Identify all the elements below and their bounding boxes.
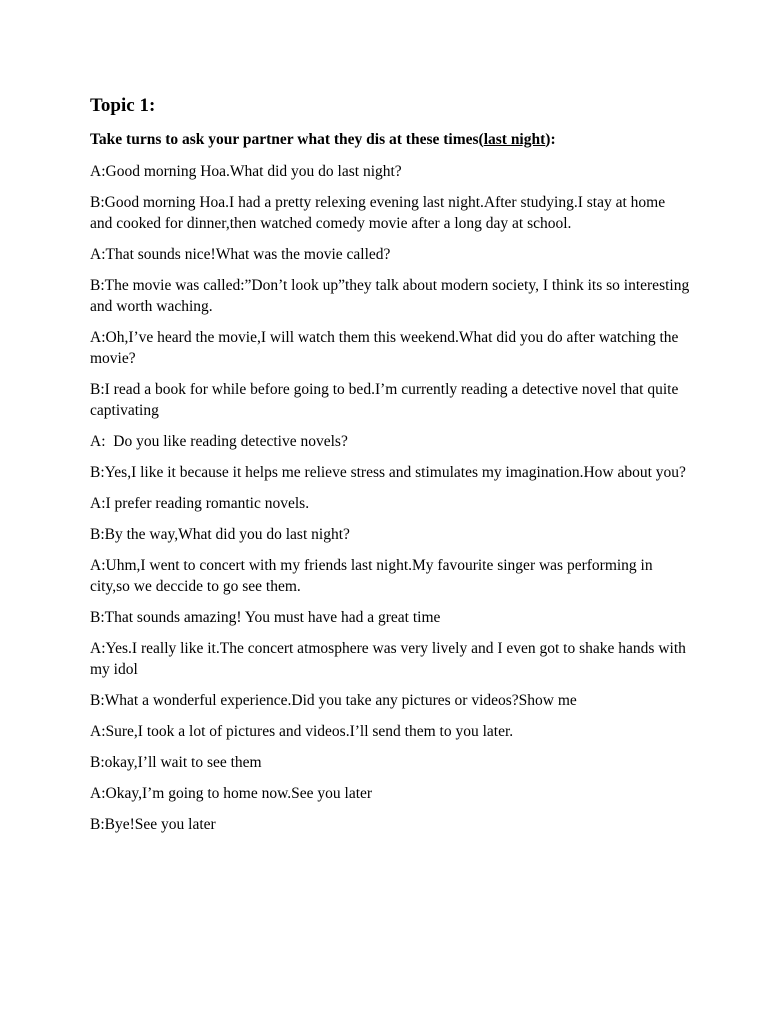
instruction-underlined: last night (483, 131, 546, 148)
dialogue-line: A:I prefer reading romantic novels. (90, 495, 310, 512)
dialogue-line: B:Yes,I like it because it helps me relieve stress and stimulates my imagination.How about you? (90, 464, 686, 481)
instruction (90, 130, 690, 150)
dialogue-line: B:I read a book for while before going to bed.I’m currently reading a detective novel that quite captivating (90, 381, 679, 419)
dialogue (90, 161, 690, 835)
dialogue-line: A:Uhm,I went to concert with my friends last night.My favourite singer was performing in city,so we deccide to go see them. (90, 557, 653, 595)
dialogue-line: A: Do you like reading detective novels? (90, 433, 348, 450)
dialogue-line: A:Okay,I’m going to home now.See you later (90, 785, 373, 802)
dialogue-line: A:Yes.I really like it.The concert atmosphere was very lively and I even got to shake hands with my idol (90, 640, 686, 678)
document-page (90, 94, 690, 845)
dialogue-line: A:Good morning Hoa.What did you do last night? (90, 163, 402, 180)
dialogue-line: B:That sounds amazing! You must have had a great time (90, 609, 441, 626)
dialogue-line: B:What a wonderful experience.Did you take any pictures or videos?Show me (90, 692, 577, 709)
instruction-suffix: ): (545, 131, 556, 148)
dialogue-line: B:By the way,What did you do last night? (90, 526, 350, 543)
dialogue-line: B:Bye!See you later (90, 816, 216, 833)
dialogue-line: B:Good morning Hoa.I had a pretty relexing evening last night.After studying.I stay at home and cooked for dinner,then watched comedy movie after a long day at school. (90, 194, 666, 232)
dialogue-line: A:Sure,I took a lot of pictures and videos.I’ll send them to you later. (90, 723, 514, 740)
dialogue-line: A:Oh,I’ve heard the movie,I will watch them this weekend.What did you do after watching the movie? (90, 329, 679, 367)
topic-title: Topic 1: (90, 95, 156, 116)
dialogue-line: B:The movie was called:”Don’t look up”they talk about modern society, I think its so interesting and worth waching. (90, 277, 690, 315)
dialogue-line: A:That sounds nice!What was the movie called? (90, 246, 391, 263)
dialogue-line: B:okay,I’ll wait to see them (90, 754, 262, 771)
instruction-prefix: Take turns to ask your partner what they dis at these times( (90, 131, 484, 148)
